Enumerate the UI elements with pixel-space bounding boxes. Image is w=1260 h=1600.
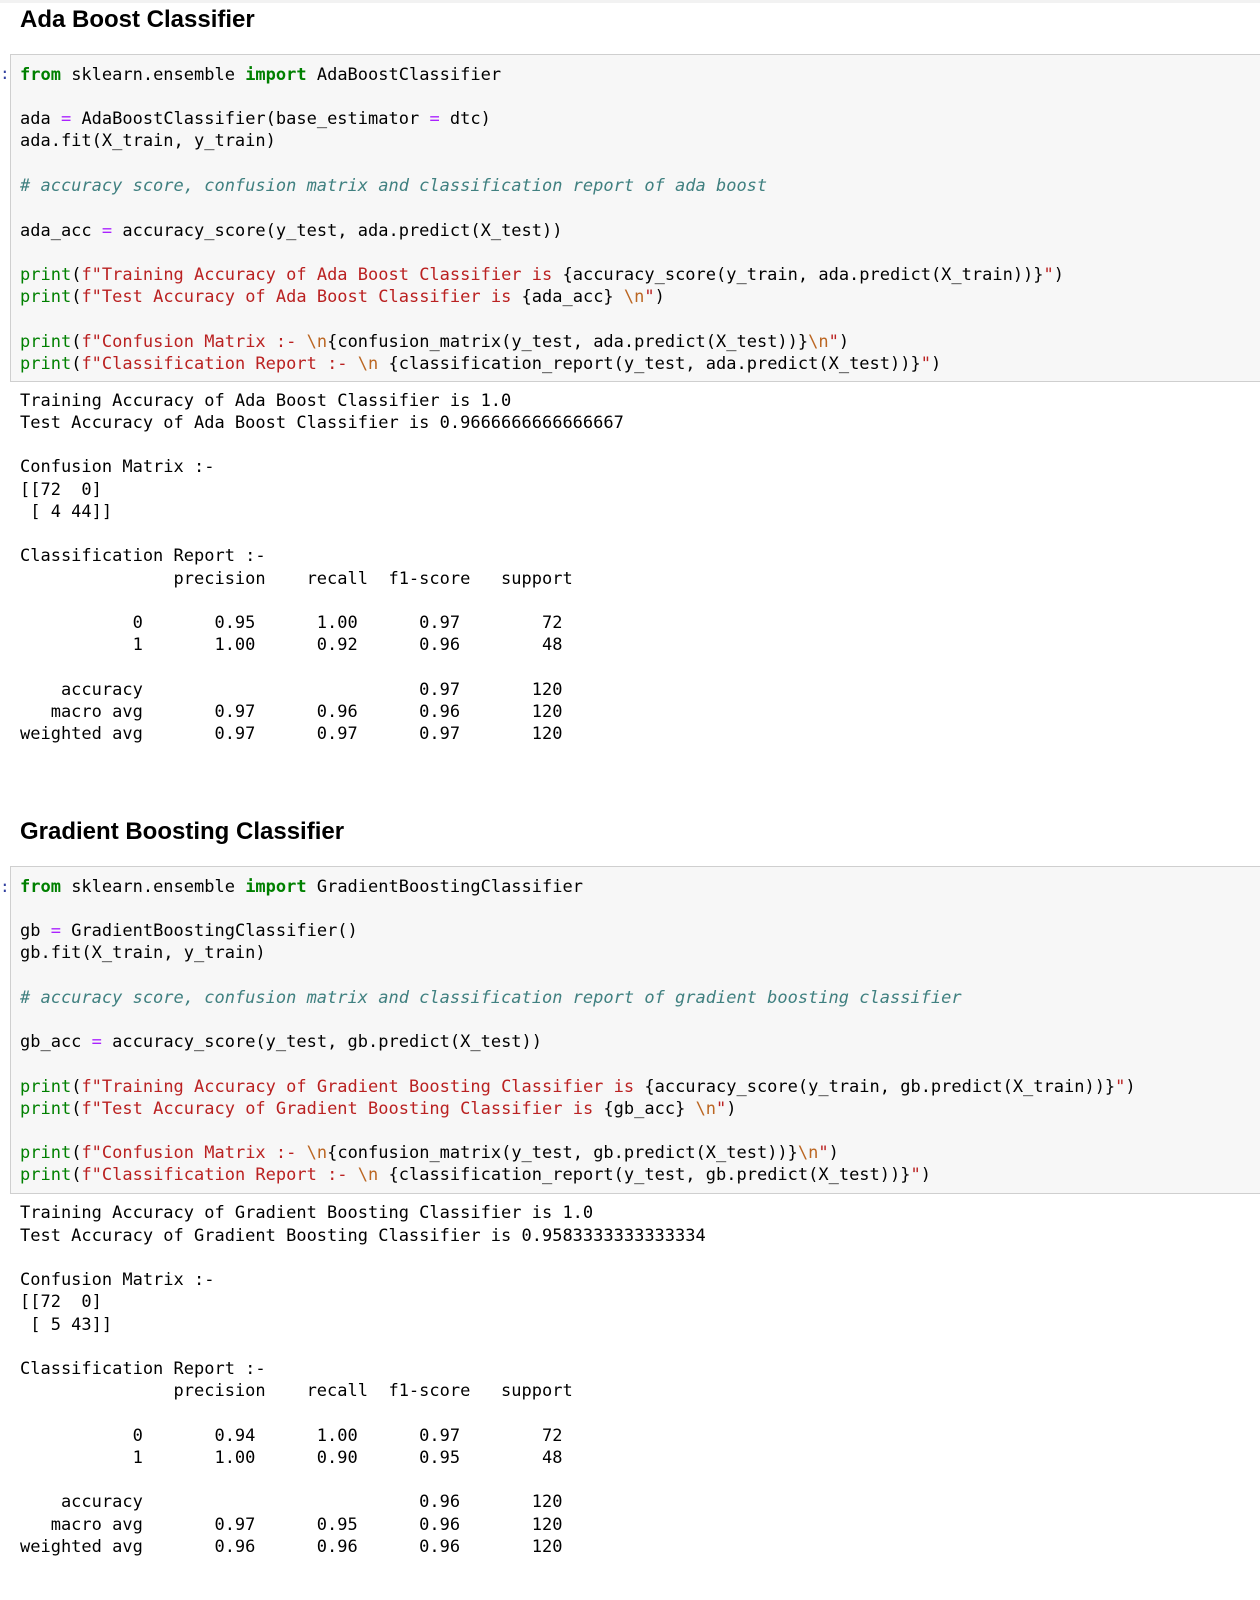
output-line: [[72 0] — [20, 480, 102, 500]
output-line: 0 0.95 1.00 0.97 72 — [20, 613, 563, 633]
output-line: Test Accuracy of Ada Boost Classifier is 0.9666666666666667 — [20, 413, 624, 433]
cell-prompt-marker: : — [0, 877, 10, 896]
section-heading-gradient-boosting: Gradient Boosting Classifier — [20, 818, 345, 845]
output-line: accuracy 0.97 120 — [20, 680, 563, 700]
code-line-print-report: print(f"Classification Report :- \n {classification_report(y_test, gb.predict(X_test))}") — [20, 1165, 931, 1185]
output-line: macro avg 0.97 0.96 0.96 120 — [20, 702, 563, 722]
output-line: Confusion Matrix :- — [20, 457, 215, 477]
output-line: accuracy 0.96 120 — [20, 1492, 563, 1512]
output-line: [ 4 44]] — [20, 502, 113, 522]
output-line: macro avg 0.97 0.95 0.96 120 — [20, 1515, 563, 1535]
output-line: weighted avg 0.97 0.97 0.97 120 — [20, 724, 563, 744]
output-line: 0 0.94 1.00 0.97 72 — [20, 1426, 563, 1446]
output-line: 1 1.00 0.92 0.96 48 — [20, 635, 563, 655]
code-line-accuracy: ada_acc = accuracy_score(y_test, ada.predict(X_test)) — [20, 221, 563, 241]
output-line: Classification Report :- — [20, 546, 266, 566]
code-cell-gradient-boosting[interactable] — [10, 866, 1260, 1194]
code-line-print-test: print(f"Test Accuracy of Ada Boost Classifier is {ada_acc} \n") — [20, 287, 665, 307]
output-line: [ 5 43]] — [20, 1315, 113, 1335]
output-line: Test Accuracy of Gradient Boosting Classifier is 0.9583333333333334 — [20, 1226, 706, 1246]
output-line: [[72 0] — [20, 1292, 102, 1312]
section-heading-ada-boost: Ada Boost Classifier — [20, 6, 255, 33]
code-line-comment: # accuracy score, confusion matrix and classification report of ada boost — [20, 176, 768, 196]
code-line-print-train: print(f"Training Accuracy of Ada Boost Classifier is {accuracy_score(y_train, ada.predict(X_train))}") — [20, 265, 1065, 285]
output-line: precision recall f1-score support — [20, 1381, 573, 1401]
code-line-print-confusion: print(f"Confusion Matrix :- \n{confusion_matrix(y_test, ada.predict(X_test))}\n") — [20, 332, 850, 352]
code-line-comment: # accuracy score, confusion matrix and classification report of gradient boosting classifier — [20, 988, 962, 1008]
output-line: Training Accuracy of Ada Boost Classifier is 1.0 — [20, 391, 512, 411]
code-line-print-test: print(f"Test Accuracy of Gradient Boosting Classifier is {gb_acc} \n") — [20, 1099, 737, 1119]
top-bar — [0, 0, 1260, 3]
code-line-import: from sklearn.ensemble import AdaBoostClassifier — [20, 65, 502, 85]
output-line: Classification Report :- — [20, 1359, 266, 1379]
code-line-accuracy: gb_acc = accuracy_score(y_test, gb.predict(X_test)) — [20, 1032, 543, 1052]
code-line-fit: ada.fit(X_train, y_train) — [20, 131, 276, 151]
output-line: weighted avg 0.96 0.96 0.96 120 — [20, 1537, 563, 1557]
code-line-import: from sklearn.ensemble import GradientBoostingClassifier — [20, 877, 583, 897]
code-line-print-confusion: print(f"Confusion Matrix :- \n{confusion_matrix(y_test, gb.predict(X_test))}\n") — [20, 1143, 839, 1163]
code-cell-ada-boost[interactable] — [10, 54, 1260, 382]
code-line-assign: gb = GradientBoostingClassifier() — [20, 921, 358, 941]
code-line-print-train: print(f"Training Accuracy of Gradient Boosting Classifier is {accuracy_score(y_train, gb.predict(X_train))}") — [20, 1077, 1136, 1097]
code-line-fit: gb.fit(X_train, y_train) — [20, 943, 266, 963]
output-line: Confusion Matrix :- — [20, 1270, 215, 1290]
output-line: precision recall f1-score support — [20, 569, 573, 589]
code-line-print-report: print(f"Classification Report :- \n {classification_report(y_test, ada.predict(X_test))}") — [20, 354, 942, 374]
cell-prompt-marker: : — [0, 64, 10, 83]
output-line: Training Accuracy of Gradient Boosting Classifier is 1.0 — [20, 1203, 594, 1223]
output-line: 1 1.00 0.90 0.95 48 — [20, 1448, 563, 1468]
code-line-assign: ada = AdaBoostClassifier(base_estimator = dtc) — [20, 109, 491, 129]
